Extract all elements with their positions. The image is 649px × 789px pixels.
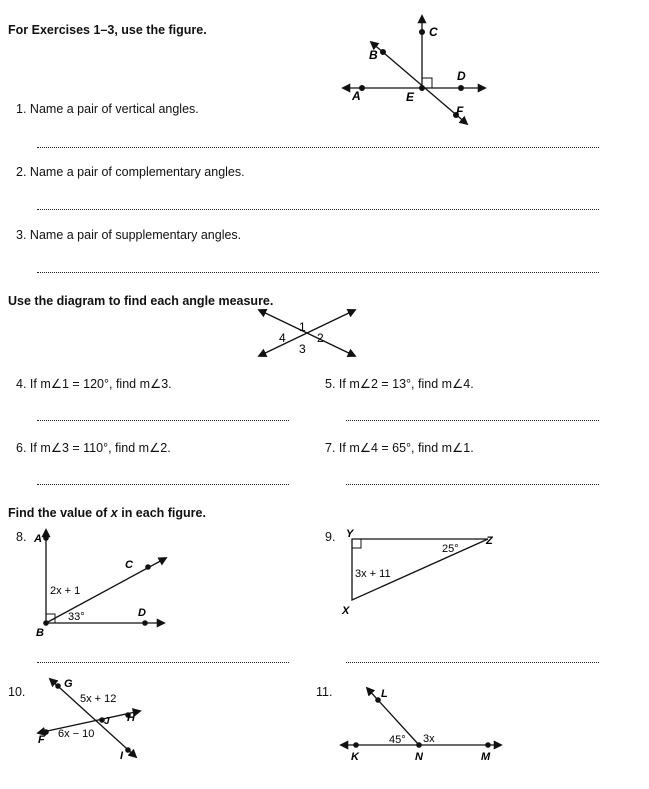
label-h: H: [127, 712, 135, 724]
label-z: Z: [486, 535, 493, 547]
right-angle-mark: [352, 539, 361, 548]
angle-label-3: 3: [299, 342, 306, 356]
point-b: [43, 620, 49, 626]
question-text: Name a pair of supplementary angles.: [29, 228, 242, 242]
answer-line-4[interactable]: [37, 420, 289, 421]
figure-angles-abcdef: [335, 12, 495, 127]
angle-label: 33°: [68, 611, 85, 623]
label-d: D: [138, 607, 146, 619]
answer-line-5[interactable]: [346, 420, 599, 421]
question-text: If m∠2 = 13°, find m∠4.: [338, 377, 474, 391]
point-m: [485, 742, 491, 748]
section3-heading: [8, 506, 206, 520]
angle-label-2: 2: [317, 331, 324, 345]
question-5: [325, 376, 474, 391]
question-6: [16, 440, 171, 455]
label-b: B: [369, 48, 378, 62]
label-j: J: [104, 716, 110, 727]
exercise-9-number: 9.: [325, 530, 336, 544]
line-bf: [371, 42, 467, 124]
label-n: N: [415, 751, 423, 763]
label-y: Y: [346, 528, 354, 540]
figure-intersecting-lines: [255, 306, 365, 360]
answer-line-8[interactable]: [37, 662, 289, 663]
question-3: [16, 228, 241, 242]
label-d: D: [457, 69, 466, 83]
expression-label-1: 5x + 12: [80, 693, 117, 705]
question-2: [16, 165, 245, 179]
answer-line-9[interactable]: [346, 662, 599, 663]
exercise-11-number: 11.: [316, 685, 333, 699]
section2-heading: Use the diagram to find each angle measure.: [8, 294, 274, 308]
question-number: 6.: [16, 441, 27, 455]
question-4: [16, 376, 172, 391]
question-number: 7.: [325, 441, 336, 455]
label-k: K: [351, 751, 359, 763]
question-number: 4.: [16, 377, 27, 391]
figure-10: [30, 675, 160, 765]
answer-line-7[interactable]: [346, 484, 599, 485]
question-number: 5.: [325, 377, 336, 391]
label-m: M: [481, 751, 491, 763]
angle-label: 25°: [442, 543, 459, 555]
label-f: F: [456, 104, 464, 118]
question-text: If m∠4 = 65°, find m∠1.: [338, 441, 474, 455]
point-b: [380, 49, 386, 55]
heading-variable: x: [110, 506, 118, 520]
label-e: E: [406, 90, 415, 104]
exercise-8-number: 8.: [16, 530, 27, 544]
point-e: [419, 85, 425, 91]
question-number: 1.: [16, 102, 27, 116]
label-g: G: [64, 678, 73, 690]
label-c: C: [429, 25, 438, 39]
heading-text: in each figure.: [117, 506, 206, 520]
point-n: [416, 742, 422, 748]
question-text: If m∠1 = 120°, find m∠3.: [29, 377, 172, 391]
angle-label: 45°: [389, 734, 406, 746]
label-x: X: [342, 605, 350, 617]
label-c: C: [125, 559, 133, 571]
figure-11: [337, 680, 507, 765]
label-i: I: [120, 750, 124, 762]
figure-8: [30, 526, 180, 639]
figure-9: [338, 524, 498, 617]
point-g: [55, 683, 61, 689]
answer-line-2[interactable]: [37, 209, 599, 210]
expression-label: 3x: [423, 733, 435, 745]
point-k: [353, 742, 359, 748]
label-b: B: [36, 627, 44, 639]
question-1: [16, 102, 199, 116]
section1-heading: For Exercises 1–3, use the figure.: [8, 23, 207, 37]
answer-line-6[interactable]: [37, 484, 289, 485]
angle-label-1: 1: [299, 320, 306, 334]
point-i: [125, 747, 131, 753]
label-l: L: [381, 688, 388, 700]
label-a: A: [34, 533, 42, 545]
answer-line-1[interactable]: [37, 147, 599, 148]
question-7: [325, 440, 474, 455]
expression-label-2: 6x − 10: [58, 728, 95, 740]
answer-line-3[interactable]: [37, 272, 599, 273]
line-gi: [50, 679, 136, 757]
exercise-10-number: 10.: [8, 685, 26, 699]
question-number: 3.: [16, 228, 27, 242]
heading-text: Find the value of: [8, 506, 111, 520]
angle-label-4: 4: [279, 331, 286, 345]
question-text: Name a pair of complementary angles.: [29, 165, 245, 179]
point-d: [458, 85, 464, 91]
question-text: Name a pair of vertical angles.: [29, 102, 199, 116]
expression-label: 2x + 1: [50, 585, 81, 597]
point-a: [43, 535, 49, 541]
label-f: F: [38, 734, 45, 746]
point-d: [142, 620, 148, 626]
point-l: [375, 697, 381, 703]
label-a: A: [352, 89, 361, 103]
point-c: [419, 29, 425, 35]
expression-label: 3x + 11: [355, 568, 391, 580]
question-number: 2.: [16, 165, 27, 179]
point-c: [145, 564, 151, 570]
question-text: If m∠3 = 110°, find m∠2.: [29, 441, 171, 455]
